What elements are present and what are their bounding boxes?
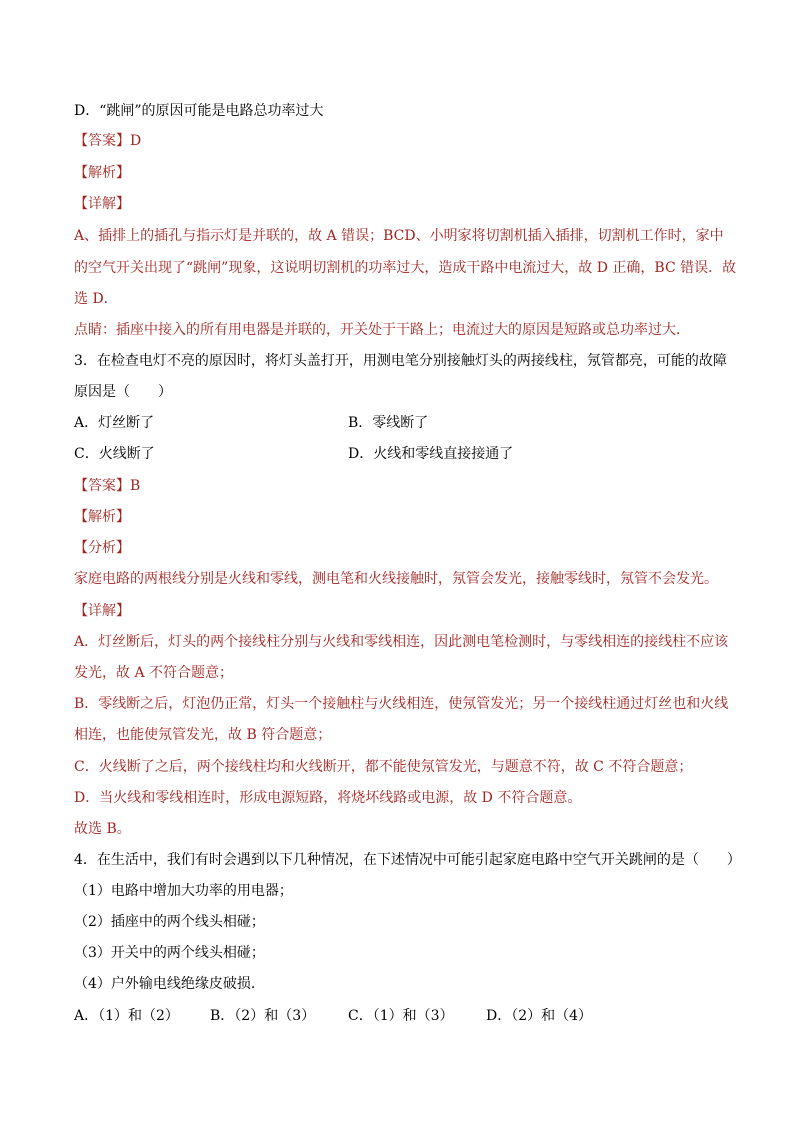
- q4-stem: 4．在生活中，我们有时会遇到以下几种情况，在下述情况中可能引起家庭电路中空气开关跳闸的是（ ）: [74, 852, 741, 868]
- q4-option-c: C．（1）和（3）: [348, 1008, 454, 1024]
- q3-option-b: B．零线断了: [348, 415, 429, 431]
- q4-item: （2）插座中的两个线头相碰；: [74, 914, 265, 930]
- q4-item: （3）开关中的两个线头相碰；: [74, 945, 265, 961]
- q3-detail-line: C．火线断了之后，两个接线柱均和火线断开，都不能使氖管发光，与题意不符，故 C 不符合题意；: [74, 759, 693, 775]
- q2-tip: 点睛：插座中接入的所有用电器是并联的，开关处于干路上；电流过大的原因是短路或总功率过大．: [74, 322, 690, 338]
- q2-analysis-header: 【解析】: [74, 165, 130, 181]
- q3-fenxi-text: 家庭电路的两根线分别是火线和零线，测电笔和火线接触时，氖管会发光，接触零线时，氖管不会发光。: [74, 571, 718, 587]
- q4-item: （4）户外输电线绝缘皮破损．: [74, 976, 265, 992]
- q3-detail-header: 【详解】: [74, 603, 130, 619]
- q3-detail-line: A．灯丝断后，灯头的两个接线柱分别与火线和零线相连，因此测电笔检测时，与零线相连的接线柱不应该: [74, 634, 729, 650]
- q2-detail-line: 选 D．: [74, 291, 118, 307]
- q3-conclusion: 故选 B。: [74, 821, 131, 837]
- q2-option-d: D．“跳闸”的原因可能是电路总功率过大: [74, 103, 324, 119]
- q2-detail-line: A、插排上的插孔与指示灯是并联的，故 A 错误；BCD、小明家将切割机插入插排，切割机工作时，家中: [74, 228, 724, 244]
- q3-fenxi-header: 【分析】: [74, 540, 130, 556]
- q2-detail-line: 的空气开关出现了“跳闸”现象，这说明切割机的功率过大，造成干路中电流过大，故 D 正确，BC 错误．故: [74, 260, 737, 276]
- q3-detail-line: 发光，故 A 不符合题意；: [74, 665, 234, 681]
- q3-detail-line: D．当火线和零线相连时，形成电源短路，将烧坏线路或电源，故 D 不符合题意。: [74, 790, 582, 806]
- q3-stem-line: 原因是（ ）: [74, 384, 172, 400]
- q4-option-b: B．（2）和（3）: [210, 1008, 316, 1024]
- q3-analysis-header: 【解析】: [74, 509, 130, 525]
- q4-option-a: A．（1）和（2）: [74, 1008, 179, 1024]
- q3-option-a: A．灯丝断了: [74, 415, 155, 431]
- q3-option-d: D．火线和零线直接接通了: [348, 446, 514, 462]
- q3-option-c: C．火线断了: [74, 446, 155, 462]
- q3-detail-line: B．零线断之后，灯泡仍正常，灯头一个接触柱与火线相连，使氖管发光；另一个接线柱通过灯丝也和火线: [74, 696, 729, 712]
- q4-option-d: D．（2）和（4）: [486, 1008, 593, 1024]
- q2-detail-header: 【详解】: [74, 196, 130, 212]
- q3-stem-line: 3．在检查电灯不亮的原因时，将灯头盖打开，用测电笔分别接触灯头的两接线柱，氖管都亮，可能的故障: [74, 353, 727, 369]
- q3-answer: 【答案】B: [74, 478, 141, 494]
- q3-detail-line: 相连，也能使氖管发光，故 B 符合题意；: [74, 727, 332, 743]
- q2-answer: 【答案】D: [74, 133, 142, 149]
- q4-item: （1）电路中增加大功率的用电器；: [74, 883, 293, 899]
